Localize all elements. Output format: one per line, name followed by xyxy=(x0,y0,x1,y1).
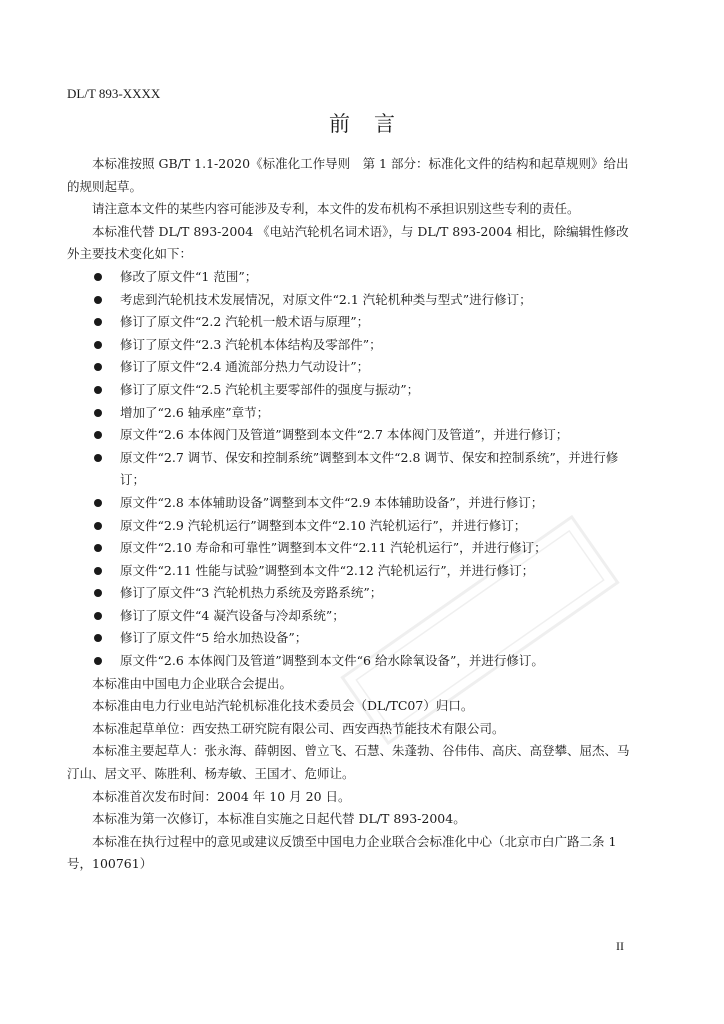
closing-paragraph: 本标准起草单位：西安热工研究院有限公司、西安西热节能技术有限公司。 xyxy=(92,720,505,736)
change-list-item xyxy=(67,334,639,357)
change-list-item xyxy=(67,650,639,673)
bullet-icon xyxy=(94,409,102,417)
bullet-icon xyxy=(94,363,102,371)
closing-paragraph: 本标准由中国电力企业联合会提出。 xyxy=(92,675,293,691)
change-text: 原文件“2.9 汽轮机运行”调整到本文件“2.10 汽轮机运行”，并进行修订； xyxy=(120,517,527,533)
intro-section xyxy=(67,153,639,266)
bullet-icon xyxy=(94,386,102,394)
change-text: 修订了原文件“2.3 汽轮机本体结构及零部件”； xyxy=(120,336,382,352)
change-text: 原文件“2.10 寿命和可靠性”调整到本文件“2.11 汽轮机运行”，并进行修订； xyxy=(120,540,547,556)
bullet-icon xyxy=(94,612,102,620)
closing-paragraph: 本标准主要起草人：张永海、薛朝囡、曾立飞、石慧、朱蓬勃、谷伟伟、高庆、高登攀、屈杰、马汀山、居文平、陈胜利、杨寿敏、王国才、危师让。 xyxy=(67,743,630,782)
bullet-icon xyxy=(94,522,102,530)
change-list-item xyxy=(67,424,639,447)
change-list-item xyxy=(67,266,639,289)
bullet-icon xyxy=(94,499,102,507)
bullet-icon xyxy=(94,634,102,642)
intro-paragraph: 本标准代替 DL/T 893-2004 《电站汽轮机名词术语》，与 DL/T 893-2004 相比，除编辑性修改外主要技术变化如下： xyxy=(67,223,629,262)
bullet-icon xyxy=(94,431,102,439)
change-text: 修订了原文件“3 汽轮机热力系统及旁路系统”； xyxy=(120,585,383,601)
bullet-icon xyxy=(94,273,102,281)
change-text: 修订了原文件“2.5 汽轮机主要零部件的强度与振动”； xyxy=(120,381,420,397)
intro-paragraph: 本标准按照 GB/T 1.1-2020《标准化工作导则 第 1 部分：标准化文件的结构和起草规则》给出的规则起草。 xyxy=(67,156,629,194)
change-list-item xyxy=(67,379,639,402)
change-list-item xyxy=(67,582,639,605)
change-list-item xyxy=(67,492,639,515)
change-list-item xyxy=(67,605,639,628)
closing-paragraph: 本标准首次发布时间：2004 年 10 月 20 日。 xyxy=(92,788,351,804)
change-text: 原文件“2.11 性能与试验”调整到本文件“2.12 汽轮机运行”，并进行修订； xyxy=(120,562,535,578)
bullet-icon xyxy=(94,341,102,349)
change-text: 修订了原文件“4 凝汽设备与冷却系统”； xyxy=(120,607,345,623)
change-list-item xyxy=(67,515,639,538)
change-text: 原文件“2.6 本体阀门及管道”调整到本文件“2.7 本体阀门及管道”，并进行修订； xyxy=(120,427,569,443)
change-text: 考虑到汽轮机技术发展情况，对原文件“2.1 汽轮机种类与型式”进行修订； xyxy=(120,291,532,307)
closing-paragraph: 本标准由电力行业电站汽轮机标准化技术委员会（DL/TC07）归口。 xyxy=(92,698,474,714)
changes-list xyxy=(67,266,639,673)
page-title: 前言 xyxy=(329,112,419,136)
bullet-icon xyxy=(94,544,102,552)
bullet-icon xyxy=(94,454,102,462)
intro-paragraph: 请注意本文件的某些内容可能涉及专利，本文件的发布机构不承担识别这些专利的责任。 xyxy=(92,201,580,217)
change-text: 增加了“2.6 轴承座”章节； xyxy=(120,404,270,420)
change-text: 原文件“2.7 调节、保安和控制系统”调整到本文件“2.8 调节、保安和控制系统”，并进行修订； xyxy=(120,449,619,488)
change-text: 修订了原文件“2.2 汽轮机一般术语与原理”； xyxy=(120,314,370,330)
bullet-icon xyxy=(94,567,102,575)
change-list-item xyxy=(67,311,639,334)
change-list-item xyxy=(67,289,639,312)
closing-paragraph: 本标准为第一次修订，本标准自实施之日起代替 DL/T 893-2004。 xyxy=(92,811,466,827)
page-number: II xyxy=(616,939,624,953)
closing-section xyxy=(67,673,639,876)
change-text: 修订了原文件“5 给水加热设备”； xyxy=(120,630,308,646)
change-list-item xyxy=(67,560,639,583)
change-text: 原文件“2.6 本体阀门及管道”调整到本文件“6 给水除氧设备”，并进行修订。 xyxy=(120,653,544,669)
document-code: DL/T 893-XXXX xyxy=(67,86,161,101)
change-list-item xyxy=(67,627,639,650)
document-body xyxy=(67,153,639,876)
change-list-item xyxy=(67,537,639,560)
change-list-item xyxy=(67,447,639,492)
bullet-icon xyxy=(94,657,102,665)
change-text: 修订了原文件“2.4 通流部分热力气动设计”； xyxy=(120,359,370,375)
bullet-icon xyxy=(94,318,102,326)
bullet-icon xyxy=(94,296,102,304)
closing-paragraph: 本标准在执行过程中的意见或建议反馈至中国电力企业联合会标准化中心（北京市白广路二条 1 号，100761） xyxy=(67,833,617,872)
change-list-item xyxy=(67,402,639,425)
change-text: 修改了原文件“1 范围”； xyxy=(120,268,258,284)
change-list-item xyxy=(67,356,639,379)
change-text: 原文件“2.8 本体辅助设备”调整到本文件“2.9 本体辅助设备”，并进行修订； xyxy=(120,494,544,510)
bullet-icon xyxy=(94,589,102,597)
